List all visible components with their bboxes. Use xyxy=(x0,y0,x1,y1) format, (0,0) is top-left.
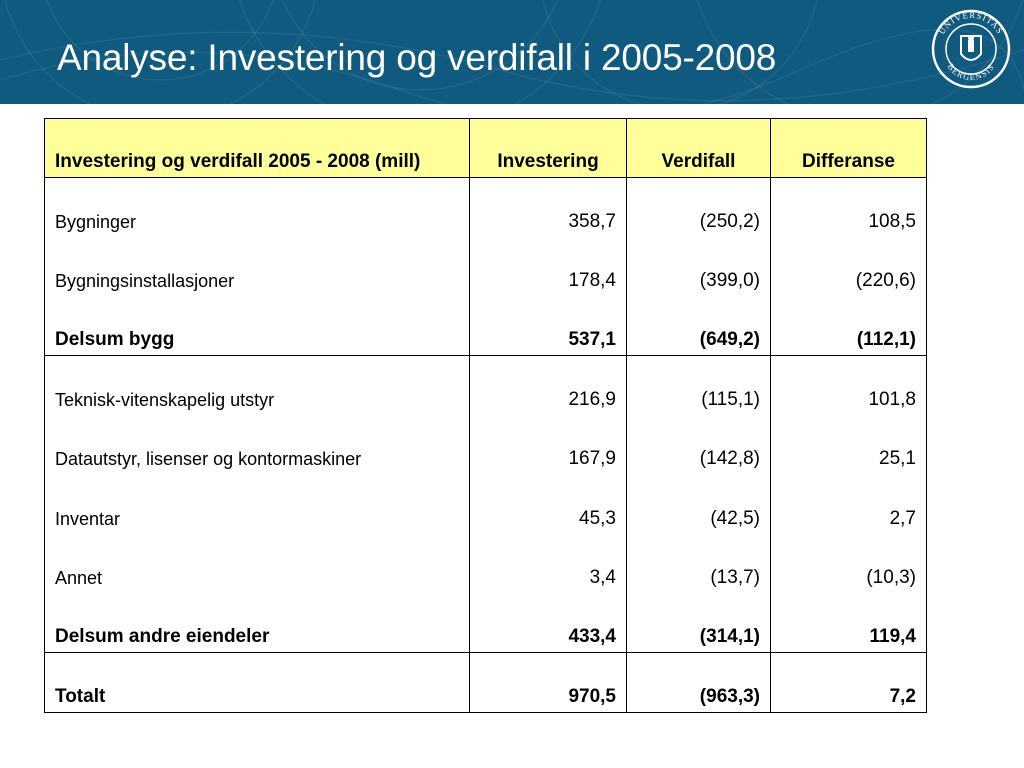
cell-investering: 358,7 xyxy=(470,178,627,237)
cell-verdifall: (142,8) xyxy=(627,415,771,474)
svg-text:UNIVERSITAS: UNIVERSITAS xyxy=(936,9,1006,37)
row-label: Datautstyr, lisenser og kontormaskiner xyxy=(45,415,470,474)
cell-verdifall: (115,1) xyxy=(627,356,771,415)
table-row xyxy=(45,415,927,474)
table-header-row xyxy=(45,119,927,178)
cell-differanse: 108,5 xyxy=(771,178,927,237)
subtotal-row xyxy=(45,296,927,355)
row-label: Teknisk-vitenskapelig utstyr xyxy=(45,356,470,415)
header-description: Investering og verdifall 2005 - 2008 (mill) xyxy=(45,119,470,178)
cell-differanse: (112,1) xyxy=(771,296,927,355)
cell-verdifall: (250,2) xyxy=(627,178,771,237)
header-verdifall: Verdifall xyxy=(627,119,771,178)
row-label: Annet xyxy=(45,534,470,593)
row-label: Totalt xyxy=(45,653,470,712)
cell-differanse: 7,2 xyxy=(771,653,927,712)
cell-verdifall: (42,5) xyxy=(627,474,771,533)
cell-verdifall: (649,2) xyxy=(627,296,771,355)
cell-differanse: 2,7 xyxy=(771,474,927,533)
cell-differanse: (220,6) xyxy=(771,237,927,296)
cell-investering: 45,3 xyxy=(470,474,627,533)
table-row xyxy=(45,178,927,237)
header-differanse: Differanse xyxy=(771,119,927,178)
cell-verdifall: (399,0) xyxy=(627,237,771,296)
cell-investering: 178,4 xyxy=(470,237,627,296)
table-row xyxy=(45,356,927,415)
row-label: Bygninger xyxy=(45,178,470,237)
cell-differanse: 25,1 xyxy=(771,415,927,474)
university-of-bergen-seal-icon xyxy=(930,8,1012,90)
cell-verdifall: (314,1) xyxy=(627,593,771,652)
cell-investering: 167,9 xyxy=(470,415,627,474)
table-row xyxy=(45,237,927,296)
cell-investering: 216,9 xyxy=(470,356,627,415)
cell-differanse: 119,4 xyxy=(771,593,927,652)
slide-title: Analyse: Investering og verdifall i 2005-2008 xyxy=(57,37,777,78)
header-investering: Investering xyxy=(470,119,627,178)
cell-investering: 537,1 xyxy=(470,296,627,355)
cell-investering: 3,4 xyxy=(470,534,627,593)
slide-header xyxy=(0,0,1024,104)
row-label: Delsum bygg xyxy=(45,296,470,355)
total-row xyxy=(45,653,927,712)
row-label: Delsum andre eiendeler xyxy=(45,593,470,652)
row-label: Bygningsinstallasjoner xyxy=(45,237,470,296)
cell-investering: 970,5 xyxy=(470,653,627,712)
cell-investering: 433,4 xyxy=(470,593,627,652)
cell-verdifall: (13,7) xyxy=(627,534,771,593)
cell-differanse: (10,3) xyxy=(771,534,927,593)
table-row xyxy=(45,474,927,533)
table-row xyxy=(45,534,927,593)
investment-table xyxy=(44,118,927,713)
svg-text:BERGENSIS: BERGENSIS xyxy=(945,61,997,83)
cell-verdifall: (963,3) xyxy=(627,653,771,712)
cell-differanse: 101,8 xyxy=(771,356,927,415)
subtotal-row xyxy=(45,593,927,652)
row-label: Inventar xyxy=(45,474,470,533)
